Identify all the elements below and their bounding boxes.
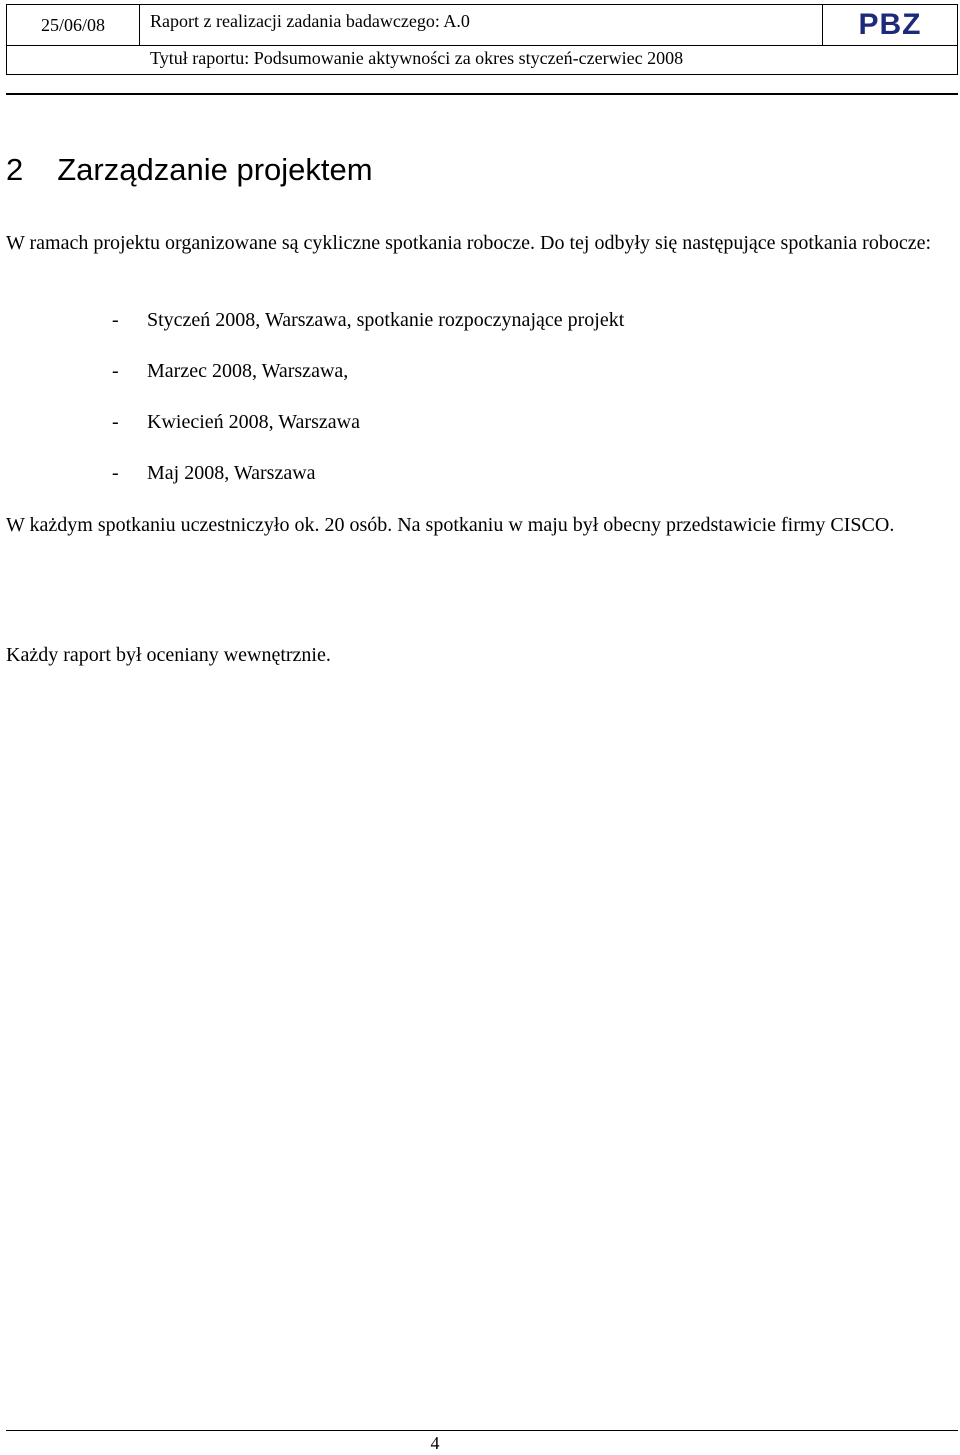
pbz-logo: PBZ bbox=[858, 8, 922, 41]
meetings-list bbox=[112, 306, 624, 510]
meeting-text: Marzec 2008, Warszawa, bbox=[147, 360, 349, 382]
bullet-dash: - bbox=[112, 411, 119, 433]
header-title-line: Tytuł raportu: Podsumowanie aktywności za okres styczeń-czerwiec 2008 bbox=[150, 48, 684, 68]
section-heading bbox=[6, 152, 373, 188]
list-item bbox=[112, 459, 624, 510]
attendance-paragraph: W każdym spotkaniu uczestniczyło ok. 20 osób. Na spotkaniu w maju był obecny przedstawicie firmy CISCO. bbox=[6, 514, 895, 536]
meeting-text: Maj 2008, Warszawa bbox=[147, 462, 316, 484]
footer-divider bbox=[6, 1430, 958, 1431]
header-report-line: Raport z realizacji zadania badawczego: A.0 bbox=[150, 11, 470, 31]
closing-paragraph: Każdy raport był oceniany wewnętrznie. bbox=[6, 644, 331, 666]
header-second-row bbox=[6, 44, 958, 75]
intro-paragraph: W ramach projektu organizowane są cykliczne spotkania robocze. Do tej odbyły się następujące spotkania robocze: bbox=[6, 232, 932, 254]
section-title: Zarządzanie projektem bbox=[57, 152, 373, 187]
page-header bbox=[6, 4, 958, 68]
bullet-dash: - bbox=[112, 462, 119, 484]
header-divider bbox=[6, 93, 958, 95]
meeting-text: Kwiecień 2008, Warszawa bbox=[147, 411, 360, 433]
bullet-dash: - bbox=[112, 360, 119, 382]
meeting-text: Styczeń 2008, Warszawa, spotkanie rozpoczynające projekt bbox=[147, 309, 625, 331]
page-number: 4 bbox=[430, 1433, 440, 1453]
list-item bbox=[112, 357, 624, 408]
header-info bbox=[140, 5, 823, 68]
list-item bbox=[112, 306, 624, 357]
list-item bbox=[112, 408, 624, 459]
section-number: 2 bbox=[6, 152, 24, 187]
bullet-dash: - bbox=[112, 309, 119, 331]
header-date: 25/06/08 bbox=[7, 5, 140, 45]
